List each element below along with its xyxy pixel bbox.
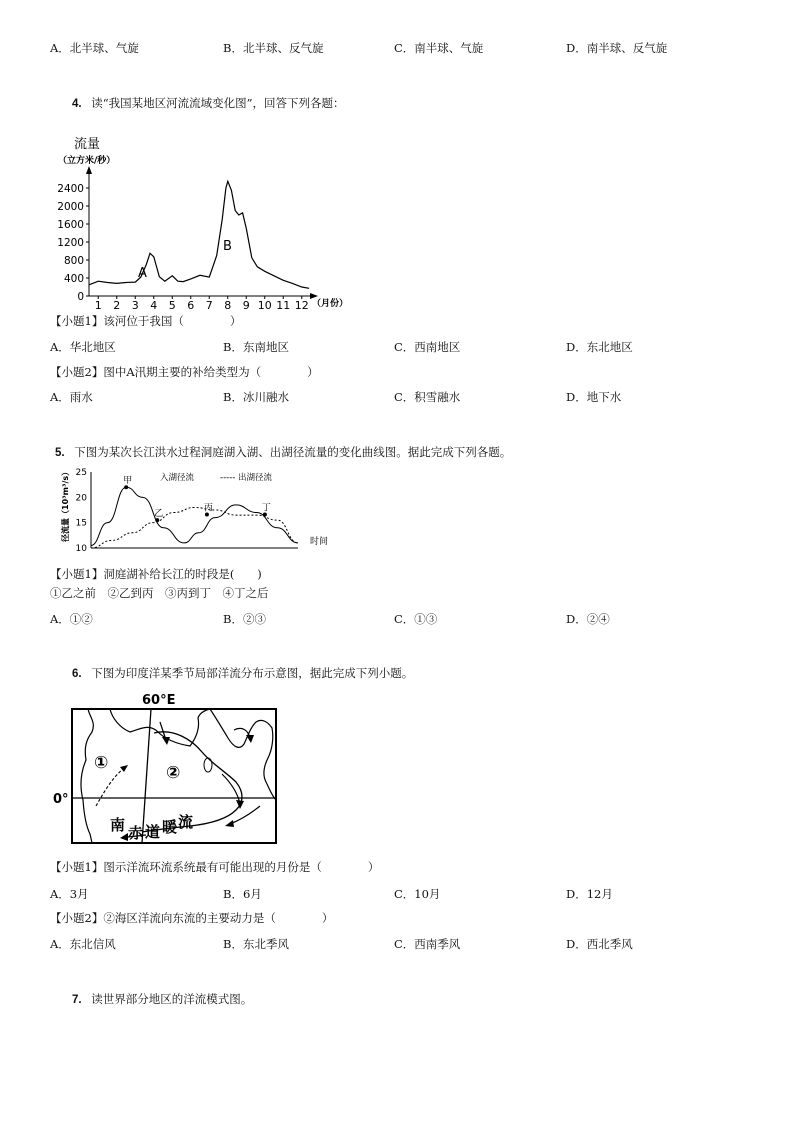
current-char-2: 赤	[128, 824, 144, 842]
q4-sub2-option-a: A．雨水	[50, 390, 93, 404]
legend-out: ----- 出湖径流	[220, 473, 273, 483]
q6-sub1-option-c: C．10月	[394, 887, 441, 901]
chart-title: 流量	[74, 137, 101, 152]
q4-sub1-option-c: C．西南地区	[394, 340, 461, 354]
q5-choices: ①乙之前 ②乙到丙 ③丙到丁 ④丁之后	[50, 586, 269, 600]
marker-1: ①	[94, 753, 109, 773]
q6-sub2-option-b: B．东北季风	[223, 937, 289, 951]
y-tick-label: 20	[75, 493, 87, 504]
runoff-chart	[58, 466, 338, 556]
q6-sub1-option-a: A．3月	[50, 887, 89, 901]
q5-option-a: A．①②	[50, 612, 93, 626]
q4-sub1-option-d: D．东北地区	[566, 340, 633, 354]
arrow-sw	[230, 806, 260, 824]
label-a: A	[138, 266, 147, 281]
question-number: 6.	[72, 668, 82, 680]
question-stem: 读“我国某地区河流流域变化图”，回答下列各题：	[91, 96, 345, 110]
arrow-head-5	[225, 820, 234, 827]
current-char-4: 暖	[162, 818, 178, 836]
q4-sub1: 【小题1】该河位于我国（ ）	[50, 314, 242, 328]
y-tick-label: 400	[63, 273, 84, 285]
x-tick-label: 7	[205, 299, 213, 312]
q5-sub1: 【小题1】洞庭湖补给长江的时段是( )	[50, 567, 262, 581]
arrow-head-3	[236, 800, 244, 809]
longitude-label: 60°E	[142, 693, 176, 708]
chart-x-label: 时间	[310, 537, 329, 547]
q6-sub1-option-b: B．6月	[223, 887, 262, 901]
q4-sub2-option-c: C．积雪融水	[394, 390, 461, 404]
y-tick-label: 25	[75, 468, 87, 478]
q3-option-d: D．南半球、反气旋	[566, 41, 668, 55]
q4-sub2: 【小题2】图中A汛期主要的补给类型为（ ）	[50, 365, 319, 379]
question-stem: 下图为某次长江洪水过程洞庭湖入湖、出湖径流量的变化曲线图。据此完成下列各题。	[74, 445, 512, 459]
chart-y-label: 径流量（10³m³/s）	[61, 467, 70, 542]
q4-sub2-option-b: B．冰川融水	[223, 390, 289, 404]
flow-chart	[52, 132, 362, 312]
x-tick-label: 4	[150, 299, 158, 312]
q4-sub2-option-d: D．地下水	[566, 390, 622, 404]
question-number: 7.	[72, 994, 82, 1006]
question-stem: 读世界部分地区的洋流模式图。	[91, 992, 253, 1006]
arabia-coast	[110, 709, 210, 746]
x-tick-label: 12	[294, 299, 309, 312]
y-axis-arrow	[86, 166, 92, 174]
x-tick-label: 11	[276, 299, 291, 312]
x-tick-label: 9	[242, 299, 250, 312]
point-label: 甲	[123, 476, 133, 487]
q4-sub1-option-a: A．华北地区	[50, 340, 116, 354]
latitude-label: 0°	[53, 792, 69, 807]
y-tick-label: 10	[75, 544, 87, 554]
q4-sub1-option-b: B．东南地区	[223, 340, 289, 354]
y-tick-label: 15	[75, 518, 87, 529]
indian-ocean-map	[50, 688, 290, 848]
x-tick-label: 6	[187, 299, 195, 312]
q6-sub1-option-d: D．12月	[566, 887, 613, 901]
point-label: 乙	[154, 509, 164, 520]
label-b: B	[223, 239, 232, 254]
current-char-5: 流	[178, 813, 194, 831]
q3-option-a: A．北半球、气旋	[50, 41, 139, 55]
y-tick-label: 0	[77, 291, 84, 303]
x-tick-label: 3	[131, 299, 139, 312]
q6-sub2-option-a: A．东北信风	[50, 937, 116, 951]
q5-option-c: C．①③	[394, 612, 438, 626]
q5-option-b: B．②③	[223, 612, 266, 626]
arrow-east	[222, 774, 240, 804]
q6-sub1: 【小题1】图示洋流环流系统最有可能出现的月份是（ ）	[50, 860, 380, 874]
x-tick-label: 8	[224, 299, 232, 312]
question-number: 5.	[55, 447, 65, 459]
arrow-dashed	[96, 768, 124, 806]
q3-option-b: B．北半球、反气旋	[223, 41, 324, 55]
question-stem: 下图为印度洋某季节局部洋流分布示意图，据此完成下列小题。	[91, 666, 414, 680]
q6-sub2: 【小题2】②海区洋流向东流的主要动力是（ ）	[50, 911, 334, 925]
y-tick-label: 1600	[57, 219, 84, 231]
y-tick-label: 2000	[57, 201, 84, 213]
q5-option-d: D．②④	[566, 612, 610, 626]
legend-in: 入湖径流	[160, 473, 195, 483]
chart-x-unit: （月份）	[312, 299, 349, 309]
arrow-head-1	[120, 765, 128, 772]
x-tick-label: 10	[257, 299, 272, 312]
x-tick-label: 5	[168, 299, 176, 312]
question-number: 4.	[72, 98, 82, 110]
q6-sub2-option-d: D．西北季风	[566, 937, 633, 951]
x-tick-label: 2	[113, 299, 121, 312]
y-tick-label: 1200	[57, 237, 84, 249]
current-char-3: 道	[145, 823, 161, 841]
current-char-1: 南	[110, 816, 126, 834]
q6-sub2-option-c: C．西南季风	[394, 937, 461, 951]
flow-line	[89, 181, 309, 288]
q3-option-c: C．南半球、气旋	[394, 41, 484, 55]
y-tick-label: 800	[63, 255, 84, 267]
arrow-head-4	[246, 735, 254, 743]
y-tick-label: 2400	[57, 183, 84, 195]
point-label: 丙	[203, 503, 213, 514]
marker-2: ②	[166, 763, 181, 783]
india-coast	[210, 709, 276, 800]
chart-y-unit: （立方米/秒）	[58, 156, 116, 166]
africa-coast	[81, 709, 93, 843]
arrow-head-6	[120, 833, 128, 841]
point-label: 丁	[261, 503, 271, 514]
x-tick-label: 1	[94, 299, 102, 312]
arrow-head-2	[162, 737, 170, 745]
